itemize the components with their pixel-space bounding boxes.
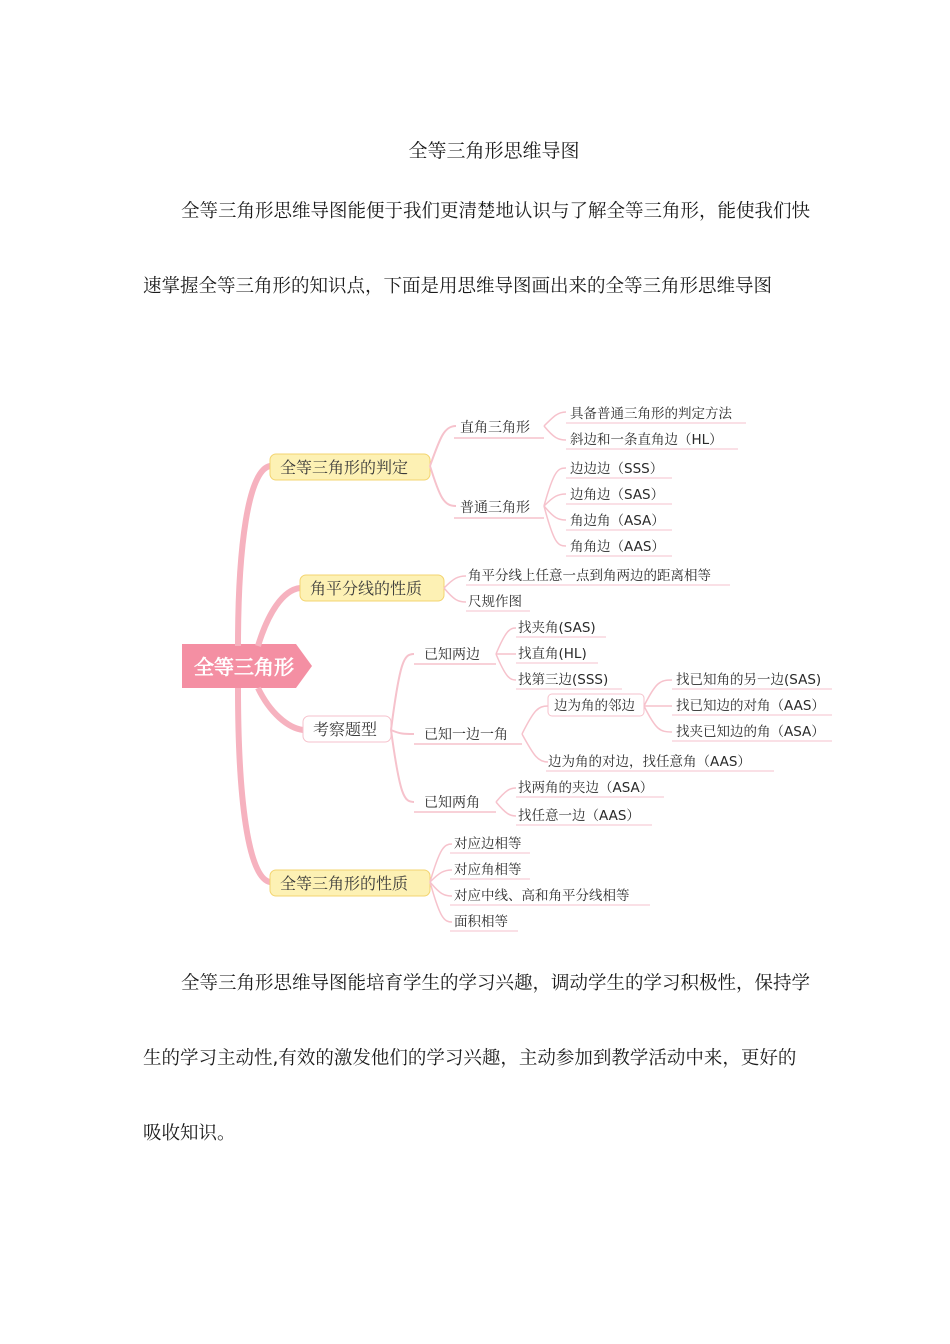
leaf-item: 找第三边(SSS) [518, 672, 609, 688]
intro-text: 全等三角形思维导图能便于我们更清楚地认识与了解全等三角形，能使我们快速掌握全等三角形的知识点，下面是用思维导图画出来的全等三角形思维导图 [143, 201, 811, 297]
leaf-item: 对应角相等 [454, 862, 522, 878]
intro-paragraph [143, 174, 813, 324]
branch-line [258, 688, 303, 730]
root-node: 全等三角形 [194, 655, 294, 679]
leaf-item: 角平分线上任意一点到角两边的距离相等 [468, 568, 711, 584]
leaf-item: 边角边（SAS） [570, 487, 665, 503]
mind-map [178, 398, 838, 938]
leaf-item: 对应中线、高和角平分线相等 [454, 888, 630, 904]
main-node-bisector: 角平分线的性质 [310, 579, 423, 598]
leaf-item: 找已知边的对角（AAS） [676, 698, 825, 714]
leaf-item: 找夹已知边的角（ASA） [676, 724, 825, 740]
node-side-angle: 已知一边一角 [424, 727, 508, 743]
conclusion-text: 全等三角形思维导图能培育学生的学习兴趣，调动学生的学习积极性，保持学生的学习主动性,有效的激发他们的学习兴趣，主动参加到教学活动中来，更好的吸收知识。 [143, 973, 811, 1144]
leaf-item: 斜边和一条直角边（HL） [570, 432, 723, 448]
leaf-item: 角边角（ASA） [570, 513, 665, 529]
conclusion-paragraph [143, 946, 813, 1171]
leaf-item: 具备普通三角形的判定方法 [570, 406, 732, 422]
connector-line [430, 426, 456, 466]
connector-line [430, 466, 456, 506]
main-node-question-types: 考察题型 [313, 720, 378, 739]
node-right-triangle: 直角三角形 [460, 420, 530, 436]
document-title: 全等三角形思维导图 [408, 140, 580, 162]
leaf-item: 对应边相等 [454, 836, 522, 852]
node-two-angles: 已知两角 [424, 795, 480, 811]
node-adjacent-side: 边为角的邻边 [554, 698, 635, 714]
leaf-item: 角角边（AAS） [570, 539, 665, 555]
leaf-item: 找已知角的另一边(SAS) [676, 672, 822, 688]
leaf-item: 边为角的对边，找任意角（AAS） [548, 754, 751, 770]
leaf-item: 边边边（SSS） [570, 461, 664, 477]
leaf-item: 尺规作图 [468, 594, 522, 610]
leaf-item: 找两角的夹边（ASA） [518, 780, 654, 796]
node-two-sides: 已知两边 [424, 647, 480, 663]
main-node-judgment: 全等三角形的判定 [280, 458, 409, 477]
leaf-item: 找夹角(SAS) [518, 620, 596, 636]
leaf-item: 面积相等 [454, 914, 508, 930]
leaf-item: 找直角(HL) [518, 646, 587, 662]
leaf-item: 找任意一边（AAS） [518, 808, 640, 824]
branch-line [238, 688, 270, 882]
node-general-triangle: 普通三角形 [460, 500, 530, 516]
branch-line [258, 588, 300, 646]
main-node-properties: 全等三角形的性质 [280, 874, 409, 893]
